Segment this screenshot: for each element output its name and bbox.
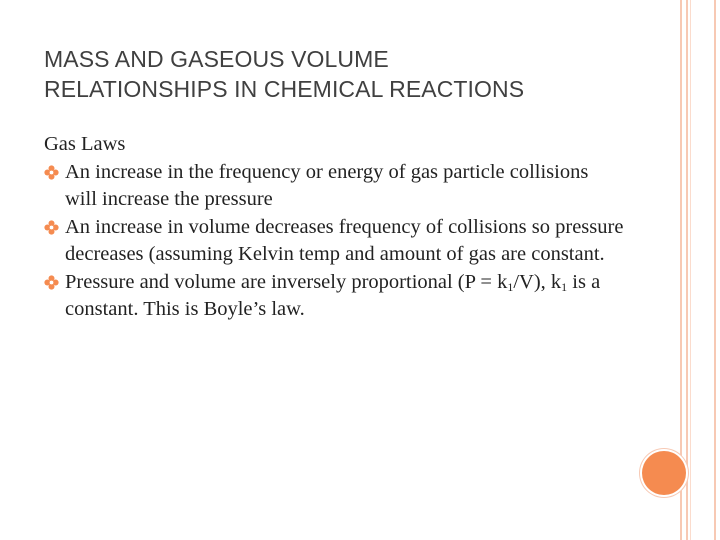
bullet-text: An increase in volume decreases frequency of collisions so pressure decreases (assuming Kelvin temp and amount of gas are constant. <box>65 215 624 265</box>
slide-title <box>44 44 664 104</box>
decorative-rule <box>714 0 716 540</box>
bullet-item <box>44 214 624 269</box>
bullet-item <box>44 159 624 214</box>
bullet-text-part: is a constant. This is Boyle’s law. <box>65 270 601 320</box>
bullet-text-part: /V), k <box>513 270 562 293</box>
bullet-text-part: Pressure and volume are inversely proportional (P = k <box>65 270 508 293</box>
bullet-text: An increase in the frequency or energy of gas particle collisions will increase the pressure <box>65 160 589 210</box>
flower-bullet-icon <box>44 220 59 235</box>
decorative-circle <box>642 451 686 495</box>
flower-bullet-icon <box>44 275 59 290</box>
decorative-rule <box>690 0 691 540</box>
subscript: 1 <box>507 279 514 294</box>
bullet-list <box>44 159 624 324</box>
flower-bullet-icon <box>44 165 59 180</box>
decorative-rule <box>686 0 688 540</box>
slide-title-line: MASS AND GASEOUS VOLUME <box>44 46 389 72</box>
subscript: 1 <box>561 279 568 294</box>
bullet-item <box>44 269 624 324</box>
subheading: Gas Laws <box>44 133 126 155</box>
slide-title-line: RELATIONSHIPS IN CHEMICAL REACTIONS <box>44 76 525 102</box>
slide-body <box>44 131 624 324</box>
bullet-text <box>65 271 600 321</box>
